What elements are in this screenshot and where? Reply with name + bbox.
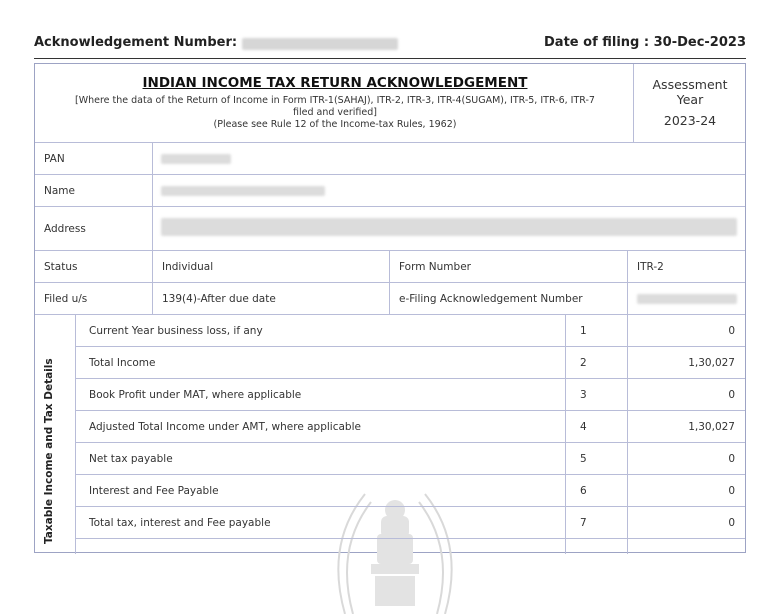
pan-redacted — [161, 154, 231, 164]
status-label: Status — [44, 261, 78, 273]
tax-row-7-label: Total tax, interest and Fee payable — [89, 517, 271, 529]
acknowledgement-form — [34, 63, 746, 553]
tax-section-label: Taxable Income and Tax Details — [43, 358, 55, 544]
address-redacted — [161, 218, 737, 236]
tax-row-2-value: 1,30,027 — [688, 357, 735, 369]
name-label: Name — [44, 185, 75, 197]
filed-us-label: Filed u/s — [44, 293, 88, 305]
form-subtitle-line2: filed and verified] — [293, 107, 377, 118]
ack-number-label: Acknowledgement Number: — [34, 35, 238, 50]
tax-row-2-label: Total Income — [89, 357, 156, 369]
assessment-year-label-2: Year — [676, 92, 704, 107]
tax-row-6-no: 6 — [580, 485, 587, 497]
date-of-filing: Date of filing : 30-Dec-2023 — [544, 35, 746, 50]
assessment-year-value: 2023-24 — [663, 113, 717, 128]
tax-row-5-label: Net tax payable — [89, 453, 173, 465]
address-label: Address — [44, 223, 86, 235]
form-number-value: ITR-2 — [637, 261, 664, 273]
name-redacted — [161, 186, 325, 196]
tax-row-1-value: 0 — [728, 325, 735, 337]
efiling-ack-label: e-Filing Acknowledgement Number — [399, 293, 583, 305]
tax-row-4-no: 4 — [580, 421, 587, 433]
tax-row-5-value: 0 — [728, 453, 735, 465]
tax-row-3-no: 3 — [580, 389, 587, 401]
tax-row-4-label: Adjusted Total Income under AMT, where applicable — [89, 421, 361, 433]
form-subtitle-line1: [Where the data of the Return of Income in Form ITR-1(SAHAJ), ITR-2, ITR-3, ITR-4(SUGAM), ITR-5, ITR-6, ITR-7 — [75, 95, 595, 106]
tax-row-6-value: 0 — [728, 485, 735, 497]
tax-row-1-no: 1 — [580, 325, 587, 337]
tax-row-6-label: Interest and Fee Payable — [89, 485, 219, 497]
form-title: INDIAN INCOME TAX RETURN ACKNOWLEDGEMENT — [142, 75, 528, 91]
tax-row-7-no: 7 — [580, 517, 587, 529]
form-number-label: Form Number — [399, 261, 471, 273]
tax-row-1-label: Current Year business loss, if any — [89, 325, 263, 337]
tax-row-3-label: Book Profit under MAT, where applicable — [89, 389, 302, 401]
ack-number-redacted — [242, 38, 398, 50]
tax-row-5-no: 5 — [580, 453, 587, 465]
assessment-year-label-1: Assessment — [652, 77, 728, 92]
status-value: Individual — [162, 261, 214, 273]
pan-label: PAN — [44, 153, 65, 165]
tax-row-2-no: 2 — [580, 357, 587, 369]
filed-us-value: 139(4)-After due date — [162, 293, 276, 305]
tax-row-3-value: 0 — [728, 389, 735, 401]
form-subtitle-line3: (Please see Rule 12 of the Income-tax Rules, 1962) — [213, 119, 457, 130]
tax-row-7-value: 0 — [728, 517, 735, 529]
efiling-ack-redacted — [637, 294, 737, 304]
top-bar — [34, 34, 746, 59]
tax-row-4-value: 1,30,027 — [688, 421, 735, 433]
emblem-watermark-icon — [325, 464, 465, 614]
